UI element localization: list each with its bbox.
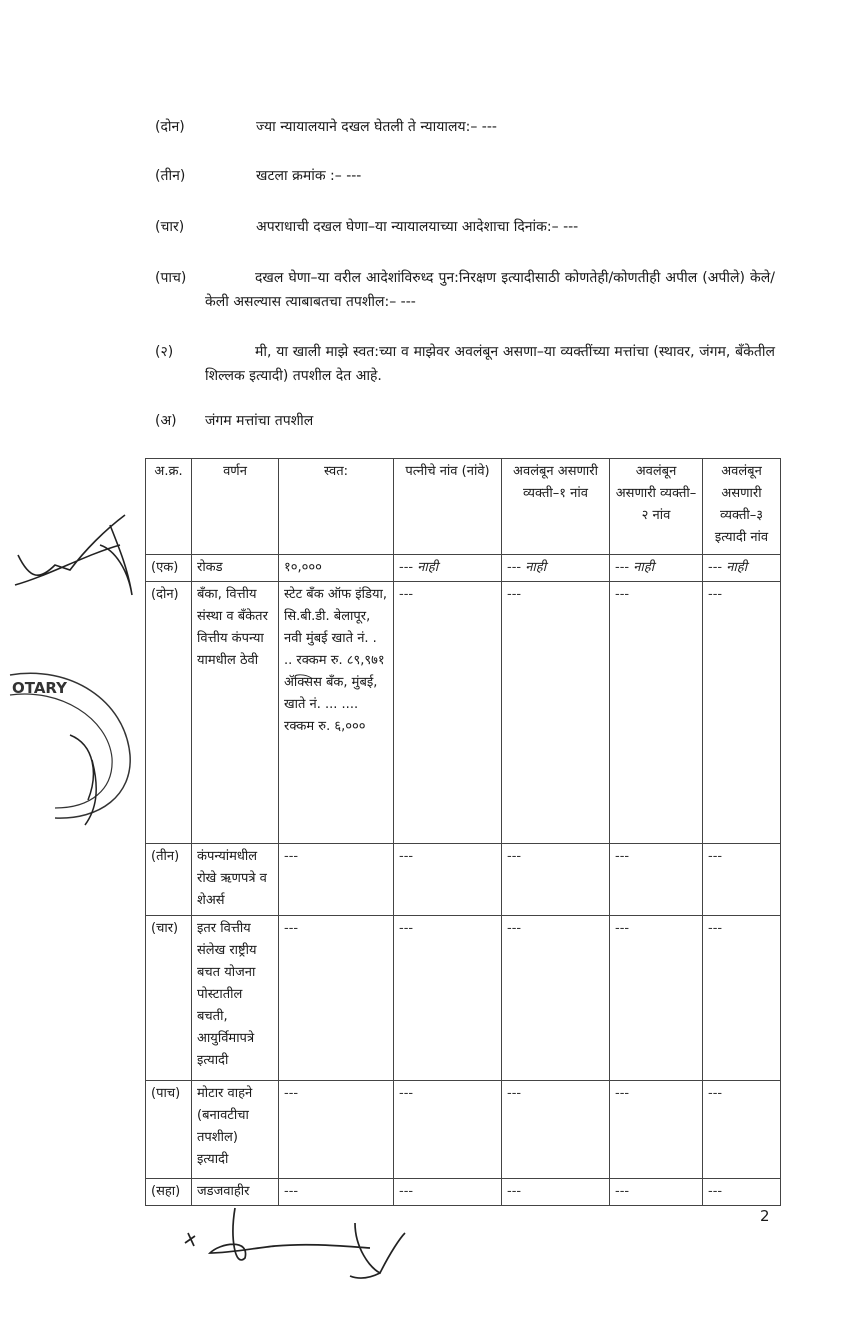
header-description: वर्णन: [192, 459, 279, 555]
item-number: (पाच): [155, 270, 187, 286]
handwritten-nil: नाही: [633, 560, 655, 575]
header-dependent-3: अवलंबून असणारी व्यक्ती–३ इत्यादी नांव: [703, 459, 781, 555]
row-dependent-3: ---: [703, 582, 781, 844]
row-spouse: ---: [394, 844, 502, 916]
item-appeal-text: दखल घेणा–या वरील आदेशांविरुध्द पुन:निरक्षण इत्यादीसाठी कोणतेही/कोणतीही अपील (अपीले) केले/केली असल्यास त्याबाबतचा तपशील:– ---: [205, 270, 775, 310]
row-sr: (दोन): [146, 582, 192, 844]
margin-signature: [10, 510, 140, 600]
row-dependent-2: ---: [610, 1179, 703, 1206]
row-sr: (तीन): [146, 844, 192, 916]
table-row: [146, 582, 781, 844]
header-self: स्वत:: [279, 459, 394, 555]
row-spouse: ---: [394, 916, 502, 1081]
row-self: ---: [279, 916, 394, 1081]
item-text: ज्या न्यायालयाने दखल घेतली ते न्यायालय:– ---: [256, 119, 497, 135]
table-header-row: [146, 459, 781, 555]
row-sr: (पाच): [146, 1081, 192, 1179]
item-number: (दोन): [155, 119, 185, 135]
row-self: ---: [279, 844, 394, 916]
row-dependent-2: --- नाही: [610, 555, 703, 582]
row-self: १०,०००: [279, 555, 394, 582]
row-dependent-1: ---: [502, 1179, 610, 1206]
row-dependent-3: ---: [703, 844, 781, 916]
row-sr: (सहा): [146, 1179, 192, 1206]
row-sr: (चार): [146, 916, 192, 1081]
handwritten-nil: नाही: [726, 560, 748, 575]
header-dependent-1: अवलंबून असणारी व्यक्ती–१ नांव: [502, 459, 610, 555]
table-row: [146, 1081, 781, 1179]
table-row: [146, 844, 781, 916]
row-self: ---: [279, 1081, 394, 1179]
handwritten-nil: नाही: [417, 560, 439, 575]
item-number: (२): [155, 344, 174, 360]
bottom-signature: [180, 1198, 420, 1288]
row-description: कंपन्यांमधील रोखे ऋणपत्रे व शेअर्स: [192, 844, 279, 916]
row-dependent-2: ---: [610, 582, 703, 844]
row-spouse: --- नाही: [394, 555, 502, 582]
row-spouse: ---: [394, 1179, 502, 1206]
row-self: ---: [279, 1179, 394, 1206]
header-spouse: पत्नीचे नांव (नांवे): [394, 459, 502, 555]
row-dependent-1: ---: [502, 844, 610, 916]
table-row: [146, 916, 781, 1081]
row-dependent-1: ---: [502, 582, 610, 844]
row-description: इतर वित्तीय संलेख राष्ट्रीय बचत योजना पोस्टातील बचती, आयुर्विमापत्रे इत्यादी: [192, 916, 279, 1081]
row-description: जडजवाहीर: [192, 1179, 279, 1206]
row-description: मोटार वाहने (बनावटीचा तपशील) इत्यादी: [192, 1081, 279, 1179]
row-dependent-3: ---: [703, 1081, 781, 1179]
section-number: (अ): [155, 413, 177, 429]
row-dependent-3: --- नाही: [703, 555, 781, 582]
notary-stamp: [0, 660, 140, 830]
row-dependent-2: ---: [610, 844, 703, 916]
row-dependent-3: ---: [703, 1179, 781, 1206]
row-sr: (एक): [146, 555, 192, 582]
item-number: (तीन): [155, 168, 186, 184]
row-dependent-3: ---: [703, 916, 781, 1081]
row-description: रोकड: [192, 555, 279, 582]
row-dependent-2: ---: [610, 916, 703, 1081]
row-self: स्टेट बँक ऑफ इंडिया, सि.बी.डी. बेलापूर, नवी मुंबई खाते नं. . .. रक्कम रु. ८९,९७१ ॲक्सिस बँक, मुंबई, खाते नं. ... .... रक्कम रु. ६,०००: [279, 582, 394, 844]
row-dependent-2: ---: [610, 1081, 703, 1179]
header-sr: अ.क्र.: [146, 459, 192, 555]
page-number: 2: [760, 1207, 770, 1225]
header-dependent-2: अवलंबून असणारी व्यक्ती–२ नांव: [610, 459, 703, 555]
row-description: बँका, वित्तीय संस्था व बँकेतर वित्तीय कंपन्या यामधील ठेवी: [192, 582, 279, 844]
stamp-text: OTARY: [12, 679, 68, 697]
item-text: अपराधाची दखल घेणा–या न्यायालयाच्या आदेशाचा दिनांक:– ---: [256, 219, 579, 235]
table-row: [146, 555, 781, 582]
row-dependent-1: ---: [502, 1081, 610, 1179]
section-title: जंगम मत्तांचा तपशील: [205, 413, 314, 429]
row-dependent-1: --- नाही: [502, 555, 610, 582]
row-spouse: ---: [394, 582, 502, 844]
movable-assets-table: [145, 458, 781, 1206]
row-spouse: ---: [394, 1081, 502, 1179]
item-declaration-text: मी, या खाली माझे स्वत:च्या व माझेवर अवलंबून असणा–या व्यक्तींच्या मत्तांचा (स्थावर, जंगम, बँकेतील शिल्लक इत्यादी) तपशील देत आहे.: [205, 344, 775, 384]
row-dependent-1: ---: [502, 916, 610, 1081]
item-number: (चार): [155, 219, 185, 235]
item-text: खटला क्रमांक :– ---: [256, 168, 362, 184]
handwritten-nil: नाही: [525, 560, 547, 575]
